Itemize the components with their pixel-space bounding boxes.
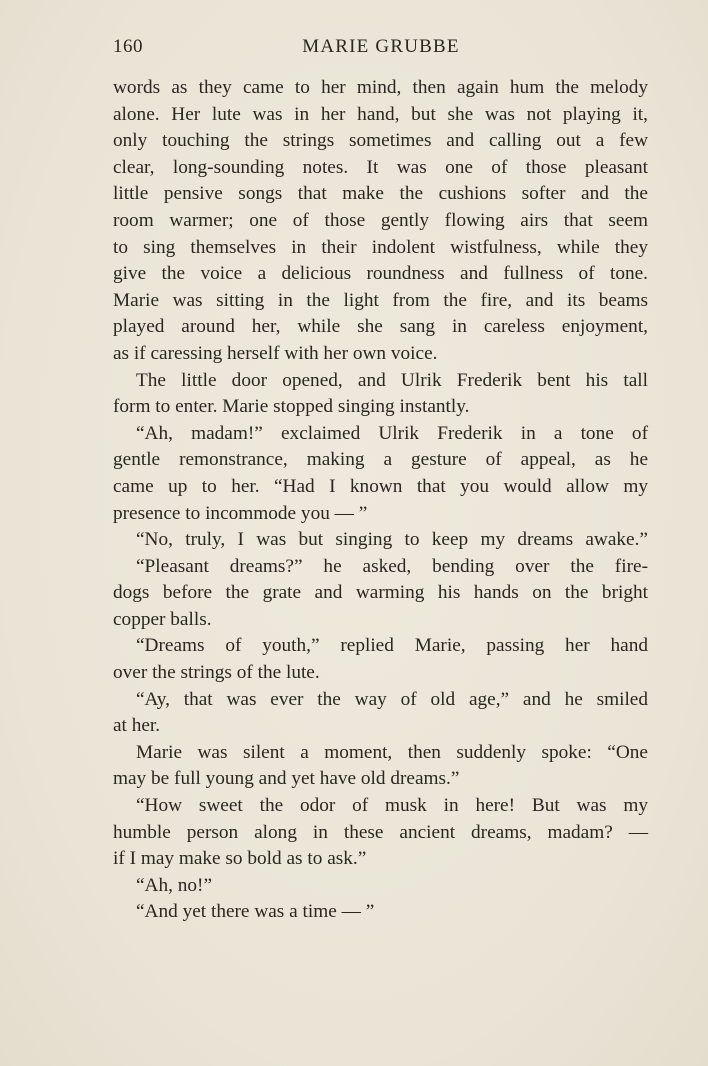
page-header bbox=[113, 36, 649, 66]
text-line: “Pleasant dreams?” he asked, bending over the fire- bbox=[136, 555, 648, 577]
text-line: humble person along in these ancient dreams, madam? — bbox=[113, 821, 648, 843]
text-line: clear, long-sounding notes. It was one of those pleasant bbox=[113, 156, 648, 178]
running-title: MARIE GRUBBE bbox=[302, 36, 460, 57]
text-line: at her. bbox=[113, 715, 161, 737]
text-line: “Dreams of youth,” replied Marie, passing her hand bbox=[136, 635, 648, 657]
text-line: “Ay, that was ever the way of old age,” and he smiled bbox=[136, 688, 648, 710]
text-line: if I may make so bold as to ask.” bbox=[113, 848, 367, 870]
text-line: “No, truly, I was but singing to keep my dreams awake.” bbox=[136, 529, 648, 551]
text-line: The little door opened, and Ulrik Frederik bent his tall bbox=[136, 369, 648, 391]
text-line: dogs before the grate and warming his hands on the bright bbox=[113, 582, 648, 604]
text-line: may be full young and yet have old dreams.” bbox=[113, 768, 460, 790]
text-line: “Ah, no!” bbox=[136, 874, 213, 896]
text-line: over the strings of the lute. bbox=[113, 662, 320, 684]
text-line: room warmer; one of those gently flowing airs that seem bbox=[113, 209, 648, 231]
text-line: “And yet there was a time — ” bbox=[136, 901, 375, 923]
text-line: words as they came to her mind, then again hum the melody bbox=[113, 77, 648, 98]
text-line: “Ah, madam!” exclaimed Ulrik Frederik in a tone of bbox=[136, 422, 648, 444]
text-line: form to enter. Marie stopped singing instantly. bbox=[113, 396, 470, 418]
text-line: give the voice a delicious roundness and fullness of tone. bbox=[113, 263, 648, 285]
text-line: gentle remonstrance, making a gesture of appeal, as he bbox=[113, 449, 648, 471]
page-number: 160 bbox=[113, 36, 143, 57]
text-line: Marie was sitting in the light from the fire, and its beams bbox=[113, 289, 648, 311]
text-line: little pensive songs that make the cushions softer and the bbox=[113, 183, 648, 205]
text-line: only touching the strings sometimes and calling out a few bbox=[113, 130, 648, 152]
text-line: alone. Her lute was in her hand, but she was not playing it, bbox=[113, 103, 648, 125]
text-line: Marie was silent a moment, then suddenly spoke: “One bbox=[136, 741, 648, 763]
text-line: presence to incommode you — ” bbox=[113, 502, 368, 524]
text-line: as if caressing herself with her own voice. bbox=[113, 342, 438, 364]
body-text bbox=[113, 75, 648, 926]
text-line: “How sweet the odor of musk in here! But was my bbox=[136, 795, 648, 817]
text-line: came up to her. “Had I known that you would allow my bbox=[113, 475, 648, 497]
text-line: played around her, while she sang in careless enjoyment, bbox=[113, 316, 648, 338]
text-line: to sing themselves in their indolent wistfulness, while they bbox=[113, 236, 648, 258]
text-line: copper balls. bbox=[113, 608, 212, 630]
